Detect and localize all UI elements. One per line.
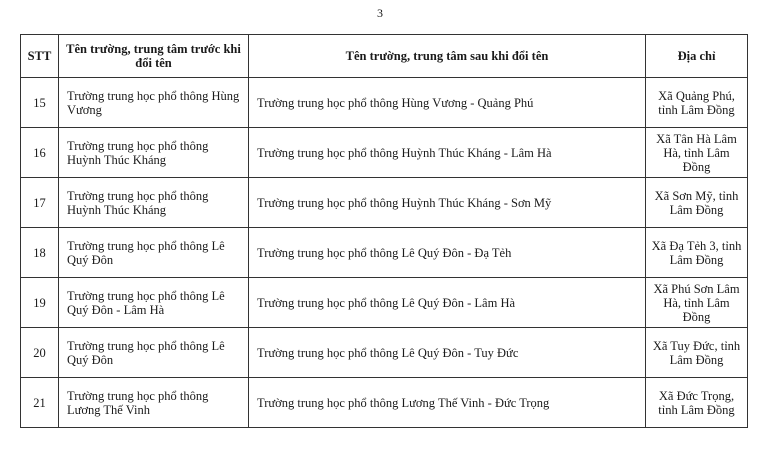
cell-stt: 20 [21, 328, 59, 378]
school-rename-table [20, 34, 748, 428]
table-row [21, 378, 748, 428]
header-new-name: Tên trường, trung tâm sau khi đổi tên [249, 35, 646, 78]
cell-stt: 17 [21, 178, 59, 228]
page-number: 3 [377, 6, 383, 20]
header-old-name: Tên trường, trung tâm trước khi đổi tên [59, 35, 249, 78]
cell-new-name: Trường trung học phổ thông Lê Quý Đôn - Lâm Hà [249, 278, 646, 328]
cell-address: Xã Tân Hà Lâm Hà, tỉnh Lâm Đồng [646, 128, 748, 178]
header-address: Địa chỉ [646, 35, 748, 78]
cell-old-name: Trường trung học phổ thông Lê Quý Đôn [59, 328, 249, 378]
cell-stt: 15 [21, 78, 59, 128]
cell-stt: 19 [21, 278, 59, 328]
cell-new-name: Trường trung học phổ thông Huỳnh Thúc Kháng - Lâm Hà [249, 128, 646, 178]
cell-stt: 21 [21, 378, 59, 428]
cell-address: Xã Phú Sơn Lâm Hà, tỉnh Lâm Đồng [646, 278, 748, 328]
table-row [21, 78, 748, 128]
table-row [21, 328, 748, 378]
cell-new-name: Trường trung học phổ thông Lê Quý Đôn - Tuy Đức [249, 328, 646, 378]
cell-address: Xã Quảng Phú, tỉnh Lâm Đồng [646, 78, 748, 128]
table-row [21, 228, 748, 278]
table-row [21, 178, 748, 228]
cell-old-name: Trường trung học phổ thông Lê Quý Đôn [59, 228, 249, 278]
cell-old-name: Trường trung học phổ thông Lương Thế Vinh [59, 378, 249, 428]
header-stt: STT [21, 35, 59, 78]
cell-old-name: Trường trung học phổ thông Hùng Vương [59, 78, 249, 128]
table-header-row [21, 35, 748, 78]
cell-old-name: Trường trung học phổ thông Huỳnh Thúc Kháng [59, 128, 249, 178]
cell-old-name: Trường trung học phổ thông Lê Quý Đôn - Lâm Hà [59, 278, 249, 328]
cell-stt: 18 [21, 228, 59, 278]
table-row [21, 128, 748, 178]
table-row [21, 278, 748, 328]
cell-new-name: Trường trung học phổ thông Lê Quý Đôn - Đạ Tẻh [249, 228, 646, 278]
cell-address: Xã Sơn Mỹ, tỉnh Lâm Đồng [646, 178, 748, 228]
cell-old-name: Trường trung học phổ thông Huỳnh Thúc Kháng [59, 178, 249, 228]
cell-new-name: Trường trung học phổ thông Huỳnh Thúc Kháng - Sơn Mỹ [249, 178, 646, 228]
cell-new-name: Trường trung học phổ thông Lương Thế Vinh - Đức Trọng [249, 378, 646, 428]
cell-address: Xã Đạ Tẻh 3, tỉnh Lâm Đồng [646, 228, 748, 278]
cell-address: Xã Đức Trọng, tỉnh Lâm Đồng [646, 378, 748, 428]
cell-stt: 16 [21, 128, 59, 178]
cell-address: Xã Tuy Đức, tỉnh Lâm Đồng [646, 328, 748, 378]
cell-new-name: Trường trung học phổ thông Hùng Vương - Quảng Phú [249, 78, 646, 128]
